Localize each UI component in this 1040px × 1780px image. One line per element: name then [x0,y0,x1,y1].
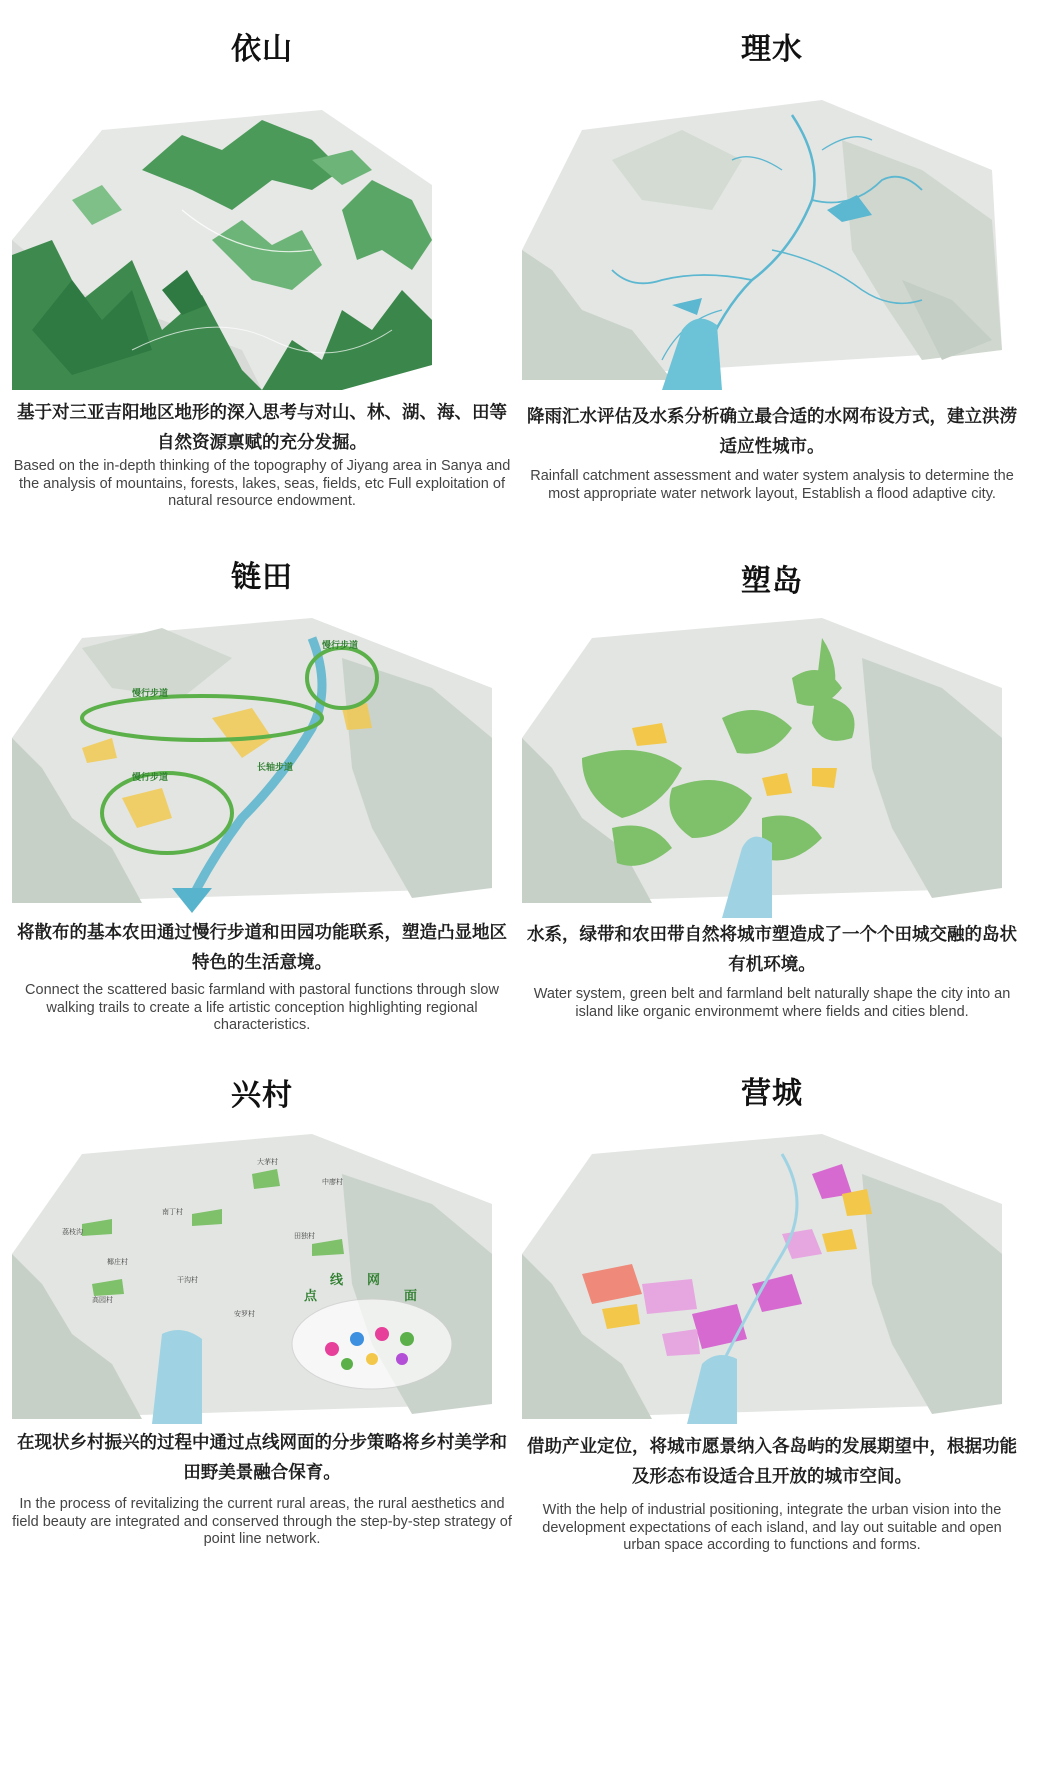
strategy-network-label: 网 [367,1273,381,1288]
farmland-trail-map-image [12,618,512,918]
panel-title: 营城 [741,1076,803,1111]
panel-desc-en: Connect the scattered basic farmland with pastoral functions through slow walking trails to create a life artistic conception highlighting regional characteristics. [25,982,499,1033]
village-label: 中廖村 [322,1178,343,1186]
panel-desc-en: With the help of industrial positioning, integrate the urban vision into the development expectations of each island, and lay out suitable and open urban space according to functions and forms. [542,1502,1002,1553]
axis-trail-label: 长轴步道 [257,763,294,773]
strategy-surface-label: 面 [404,1289,418,1304]
panel-yingcheng [522,1068,1022,1780]
panel-desc-zh: 降雨汇水评估及水系分析确立最合适的水网布设方式，建立洪涝适应性城市。 [527,407,1017,457]
panel-liantian [12,540,512,1050]
panel-desc-en: Based on the in-depth thinking of the topography of Jiyang area in Sanya and the analysis of mountains, forests, lakes, seas, fields, etc Full exploitation of natural resource endowment. [13,458,511,509]
village-label: 大茅村 [257,1158,278,1166]
panel-title: 兴村 [231,1078,293,1113]
panel-lishui [522,0,1022,520]
panel-xingcun [12,1068,512,1780]
urban-space-map-image [522,1134,1022,1424]
village-label: 荔枝沟 [62,1228,83,1236]
panel-desc-zh: 在现状乡村振兴的过程中通过点线网面的分步策略将乡村美学和田野美景融合保育。 [17,1433,507,1483]
panel-sudao [522,540,1022,1050]
panel-desc-zh: 基于对三亚吉阳地区地形的深入思考与对山、林、湖、海、田等自然资源禀赋的充分发掘。 [17,403,507,453]
terrain-map-image [12,90,512,390]
panel-desc-en: In the process of revitalizing the current rural areas, the rural aesthetics and field beauty are integrated and conserved through the step-by-step strategy of point line network. [12,1496,512,1547]
panel-title: 依山 [231,32,293,67]
village-label: 南丁村 [162,1208,183,1216]
panel-desc-zh: 将散布的基本农田通过慢行步道和田园功能联系，塑造凸显地区特色的生活意境。 [17,923,507,973]
panel-yishan [12,0,512,520]
water-network-map-image [522,100,1022,390]
panel-desc-en: Rainfall catchment assessment and water system analysis to determine the most appropriate water network layout, Establish a flood adaptive city. [530,468,1014,502]
trail-label: 慢行步道 [132,689,169,699]
village-label: 安罗村 [234,1310,255,1318]
trail-label: 慢行步道 [132,773,169,783]
village-label: 椰庄村 [107,1258,128,1266]
panel-title: 塑岛 [741,564,803,599]
panel-desc-zh: 水系，绿带和农田带自然将城市塑造成了一个个田城交融的岛状有机环境。 [527,925,1017,975]
village-label: 高园村 [92,1296,113,1304]
strategy-line-label: 线 [330,1273,344,1288]
strategy-point-label: 点 [304,1289,318,1304]
island-map-image [522,618,1022,918]
panel-desc-zh: 借助产业定位，将城市愿景纳入各岛屿的发展期望中，根据功能及形态布设适合且开放的城市空间。 [527,1437,1017,1487]
village-map-image [12,1134,512,1424]
village-label: 田独村 [294,1232,315,1240]
village-label: 干沟村 [177,1276,198,1284]
trail-label: 慢行步道 [322,641,359,651]
panel-title: 理水 [741,32,803,67]
panel-title: 链田 [231,560,293,595]
panel-desc-en: Water system, green belt and farmland belt naturally shape the city into an island like organic environmemt where fields and cities blend. [533,986,1011,1020]
